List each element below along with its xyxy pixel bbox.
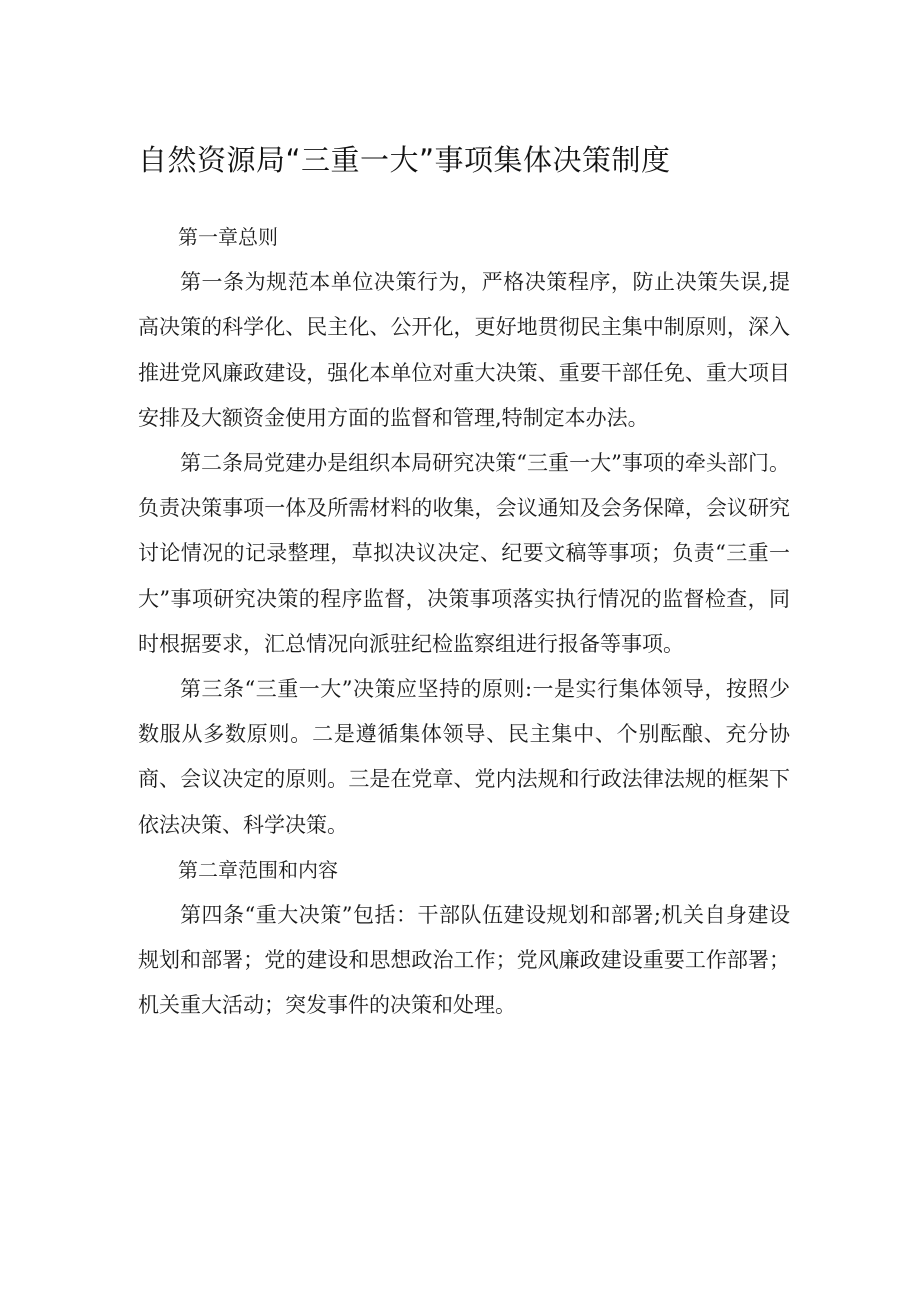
chapter-heading: 第二章范围和内容 bbox=[178, 857, 338, 882]
article-paragraph: 第四条“重大决策”包括：干部队伍建设规划和部署;机关自身建设规划和部署；党的建设和思想政治工作；党风廉政建设重要工作部署；机关重大活动；突发事件的决策和处理。 bbox=[138, 903, 790, 1018]
document-title: 自然资源局“三重一大”事项集体决策制度 bbox=[138, 143, 671, 177]
article-paragraph: 第一条为规范本单位决策行为，严格决策程序，防止决策失误,提高决策的科学化、民主化、公开化，更好地贯彻民主集中制原则，深入推进党风廉政建设，强化本单位对重大决策、重要干部任免、重大项目安排及大额资金使用方面的监督和管理,特制定本办法。 bbox=[138, 270, 790, 430]
article-paragraph: 第二条局党建办是组织本局研究决策“三重一大”事项的牵头部门。负责决策事项一体及所需材料的收集，会议通知及会务保障，会议研究讨论情况的记录整理，草拟决议决定、纪要文稿等事项；负责“三重一大”事项研究决策的程序监督，决策事项落实执行情况的监督检查，同时根据要求，汇总情况向派驻纪检监察组进行报备等事项。 bbox=[138, 451, 790, 656]
document-body bbox=[138, 215, 790, 1029]
article-paragraph: 第三条“三重一大”决策应坚持的原则:一是实行集体领导，按照少数服从多数原则。二是遵循集体领导、民主集中、个别酝酿、充分协商、会议决定的原则。三是在党章、党内法规和行政法律法规的框架下依法决策、科学决策。 bbox=[138, 677, 790, 837]
chapter-heading: 第一章总则 bbox=[178, 225, 278, 249]
